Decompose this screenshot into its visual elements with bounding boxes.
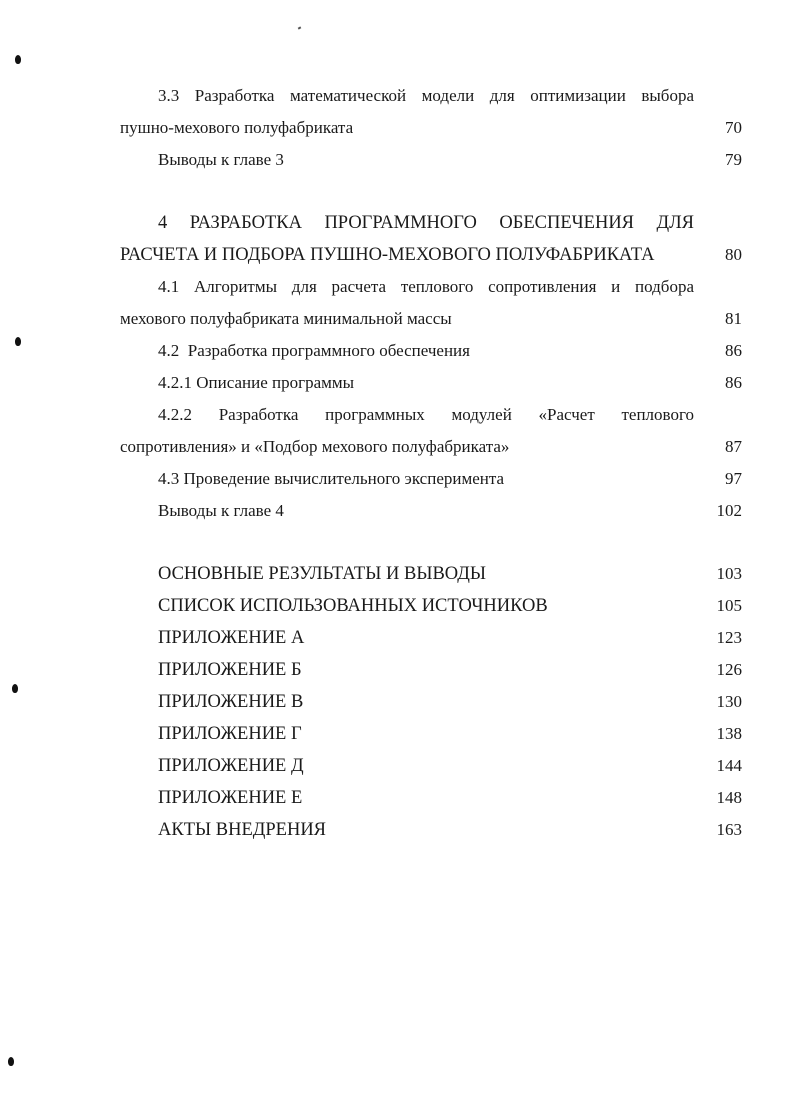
toc-entry-title: 4.2 Разработка программного обеспечения bbox=[158, 341, 470, 360]
binding-mark bbox=[15, 337, 21, 346]
toc-page-number: 148 bbox=[716, 788, 742, 807]
toc-entry-title: 3.3 Разработка математической модели для оптимизации выбора bbox=[158, 86, 694, 105]
toc-page-number: 70 bbox=[725, 118, 742, 137]
toc-entry-title: сопротивления» и «Подбор мехового полуфабриката» bbox=[120, 437, 510, 456]
toc-page-number: 79 bbox=[725, 150, 742, 169]
toc-entry-title: ПРИЛОЖЕНИЕ А bbox=[158, 628, 305, 648]
toc-entry-references[interactable] bbox=[120, 590, 742, 622]
toc-entry-appendix-g[interactable] bbox=[120, 718, 742, 750]
toc-entry-title: РАСЧЕТА И ПОДБОРА ПУШНО-МЕХОВОГО ПОЛУФАБРИКАТА bbox=[120, 245, 655, 265]
toc-entry-4-1-line1[interactable] bbox=[158, 271, 694, 303]
toc-entry-4-1-line2[interactable] bbox=[120, 303, 742, 335]
toc-entry-4-2-1[interactable] bbox=[120, 367, 742, 399]
toc-entry-title: СПИСОК ИСПОЛЬЗОВАННЫХ ИСТОЧНИКОВ bbox=[158, 596, 548, 616]
toc-entry-title: ПРИЛОЖЕНИЕ Б bbox=[158, 660, 302, 680]
binding-mark bbox=[12, 684, 18, 693]
toc-entry-appendix-v[interactable] bbox=[120, 686, 742, 718]
toc-page-number: 80 bbox=[725, 245, 742, 264]
toc-page-number: 126 bbox=[716, 660, 742, 679]
toc-entry-title: Выводы к главе 4 bbox=[158, 501, 284, 520]
toc-page-number: 86 bbox=[725, 373, 742, 392]
toc-entry-4-2[interactable] bbox=[120, 335, 742, 367]
toc-entry-4-3[interactable] bbox=[120, 463, 742, 495]
toc-entry-title: 4.1 Алгоритмы для расчета теплового сопротивления и подбора bbox=[158, 277, 694, 296]
toc-entry-title: 4.2.1 Описание программы bbox=[158, 373, 355, 392]
toc-page-number: 103 bbox=[716, 564, 742, 583]
toc-entry-title: ПРИЛОЖЕНИЕ Е bbox=[158, 788, 303, 808]
toc-page-number: 81 bbox=[725, 309, 742, 328]
toc-entry-title: 4 РАЗРАБОТКА ПРОГРАММНОГО ОБЕСПЕЧЕНИЯ ДЛЯ bbox=[158, 213, 694, 233]
toc-entry-title: ПРИЛОЖЕНИЕ Д bbox=[158, 756, 304, 776]
toc-page-number: 102 bbox=[716, 501, 742, 520]
toc-entry-conclusions-4[interactable] bbox=[120, 495, 742, 527]
toc-entry-title: пушно-мехового полуфабриката bbox=[120, 118, 354, 137]
toc-entry-title: АКТЫ ВНЕДРЕНИЯ bbox=[158, 820, 327, 840]
toc-page-number: 123 bbox=[716, 628, 742, 647]
toc-page-number: 97 bbox=[725, 469, 742, 488]
toc-entry-title: ОСНОВНЫЕ РЕЗУЛЬТАТЫ И ВЫВОДЫ bbox=[158, 564, 486, 584]
toc-entry-title: мехового полуфабриката минимальной массы bbox=[120, 309, 452, 328]
toc-entry-title: ПРИЛОЖЕНИЕ Г bbox=[158, 724, 302, 744]
binding-mark bbox=[8, 1057, 14, 1066]
toc-entry-title: ПРИЛОЖЕНИЕ В bbox=[158, 692, 304, 712]
toc-entry-4-2-2-line1[interactable] bbox=[158, 399, 694, 431]
toc-page-number: 86 bbox=[725, 341, 742, 360]
toc-entry-title: 4.2.2 Разработка программных модулей «Расчет теплового bbox=[158, 405, 694, 424]
toc-entry-3-3-line1[interactable] bbox=[158, 80, 694, 112]
toc-page-number: 105 bbox=[716, 596, 742, 615]
toc-entry-title: 4.3 Проведение вычислительного эксперимента bbox=[158, 469, 505, 488]
toc-entry-appendix-e[interactable] bbox=[120, 782, 742, 814]
toc-entry-results[interactable] bbox=[120, 558, 742, 590]
toc-entry-implementation-acts[interactable] bbox=[120, 814, 742, 846]
toc-entry-appendix-d[interactable] bbox=[120, 750, 742, 782]
binding-mark bbox=[15, 55, 21, 64]
toc-entry-chapter-4-line2[interactable] bbox=[120, 239, 742, 271]
toc-entry-appendix-b[interactable] bbox=[120, 654, 742, 686]
toc-entry-title: Выводы к главе 3 bbox=[158, 150, 284, 169]
toc-page-number: 87 bbox=[725, 437, 742, 456]
toc-entry-conclusions-3[interactable] bbox=[120, 144, 742, 176]
toc-entry-3-3-line2[interactable] bbox=[120, 112, 742, 144]
toc-entry-4-2-2-line2[interactable] bbox=[120, 431, 742, 463]
toc-page-number: 138 bbox=[716, 724, 742, 743]
toc-entry-appendix-a[interactable] bbox=[120, 622, 742, 654]
toc-page-number: 163 bbox=[716, 820, 742, 839]
toc-entry-chapter-4-line1[interactable] bbox=[158, 207, 694, 239]
toc-page-number: 130 bbox=[716, 692, 742, 711]
scan-speck bbox=[298, 26, 302, 29]
toc-page-number: 144 bbox=[716, 756, 742, 775]
